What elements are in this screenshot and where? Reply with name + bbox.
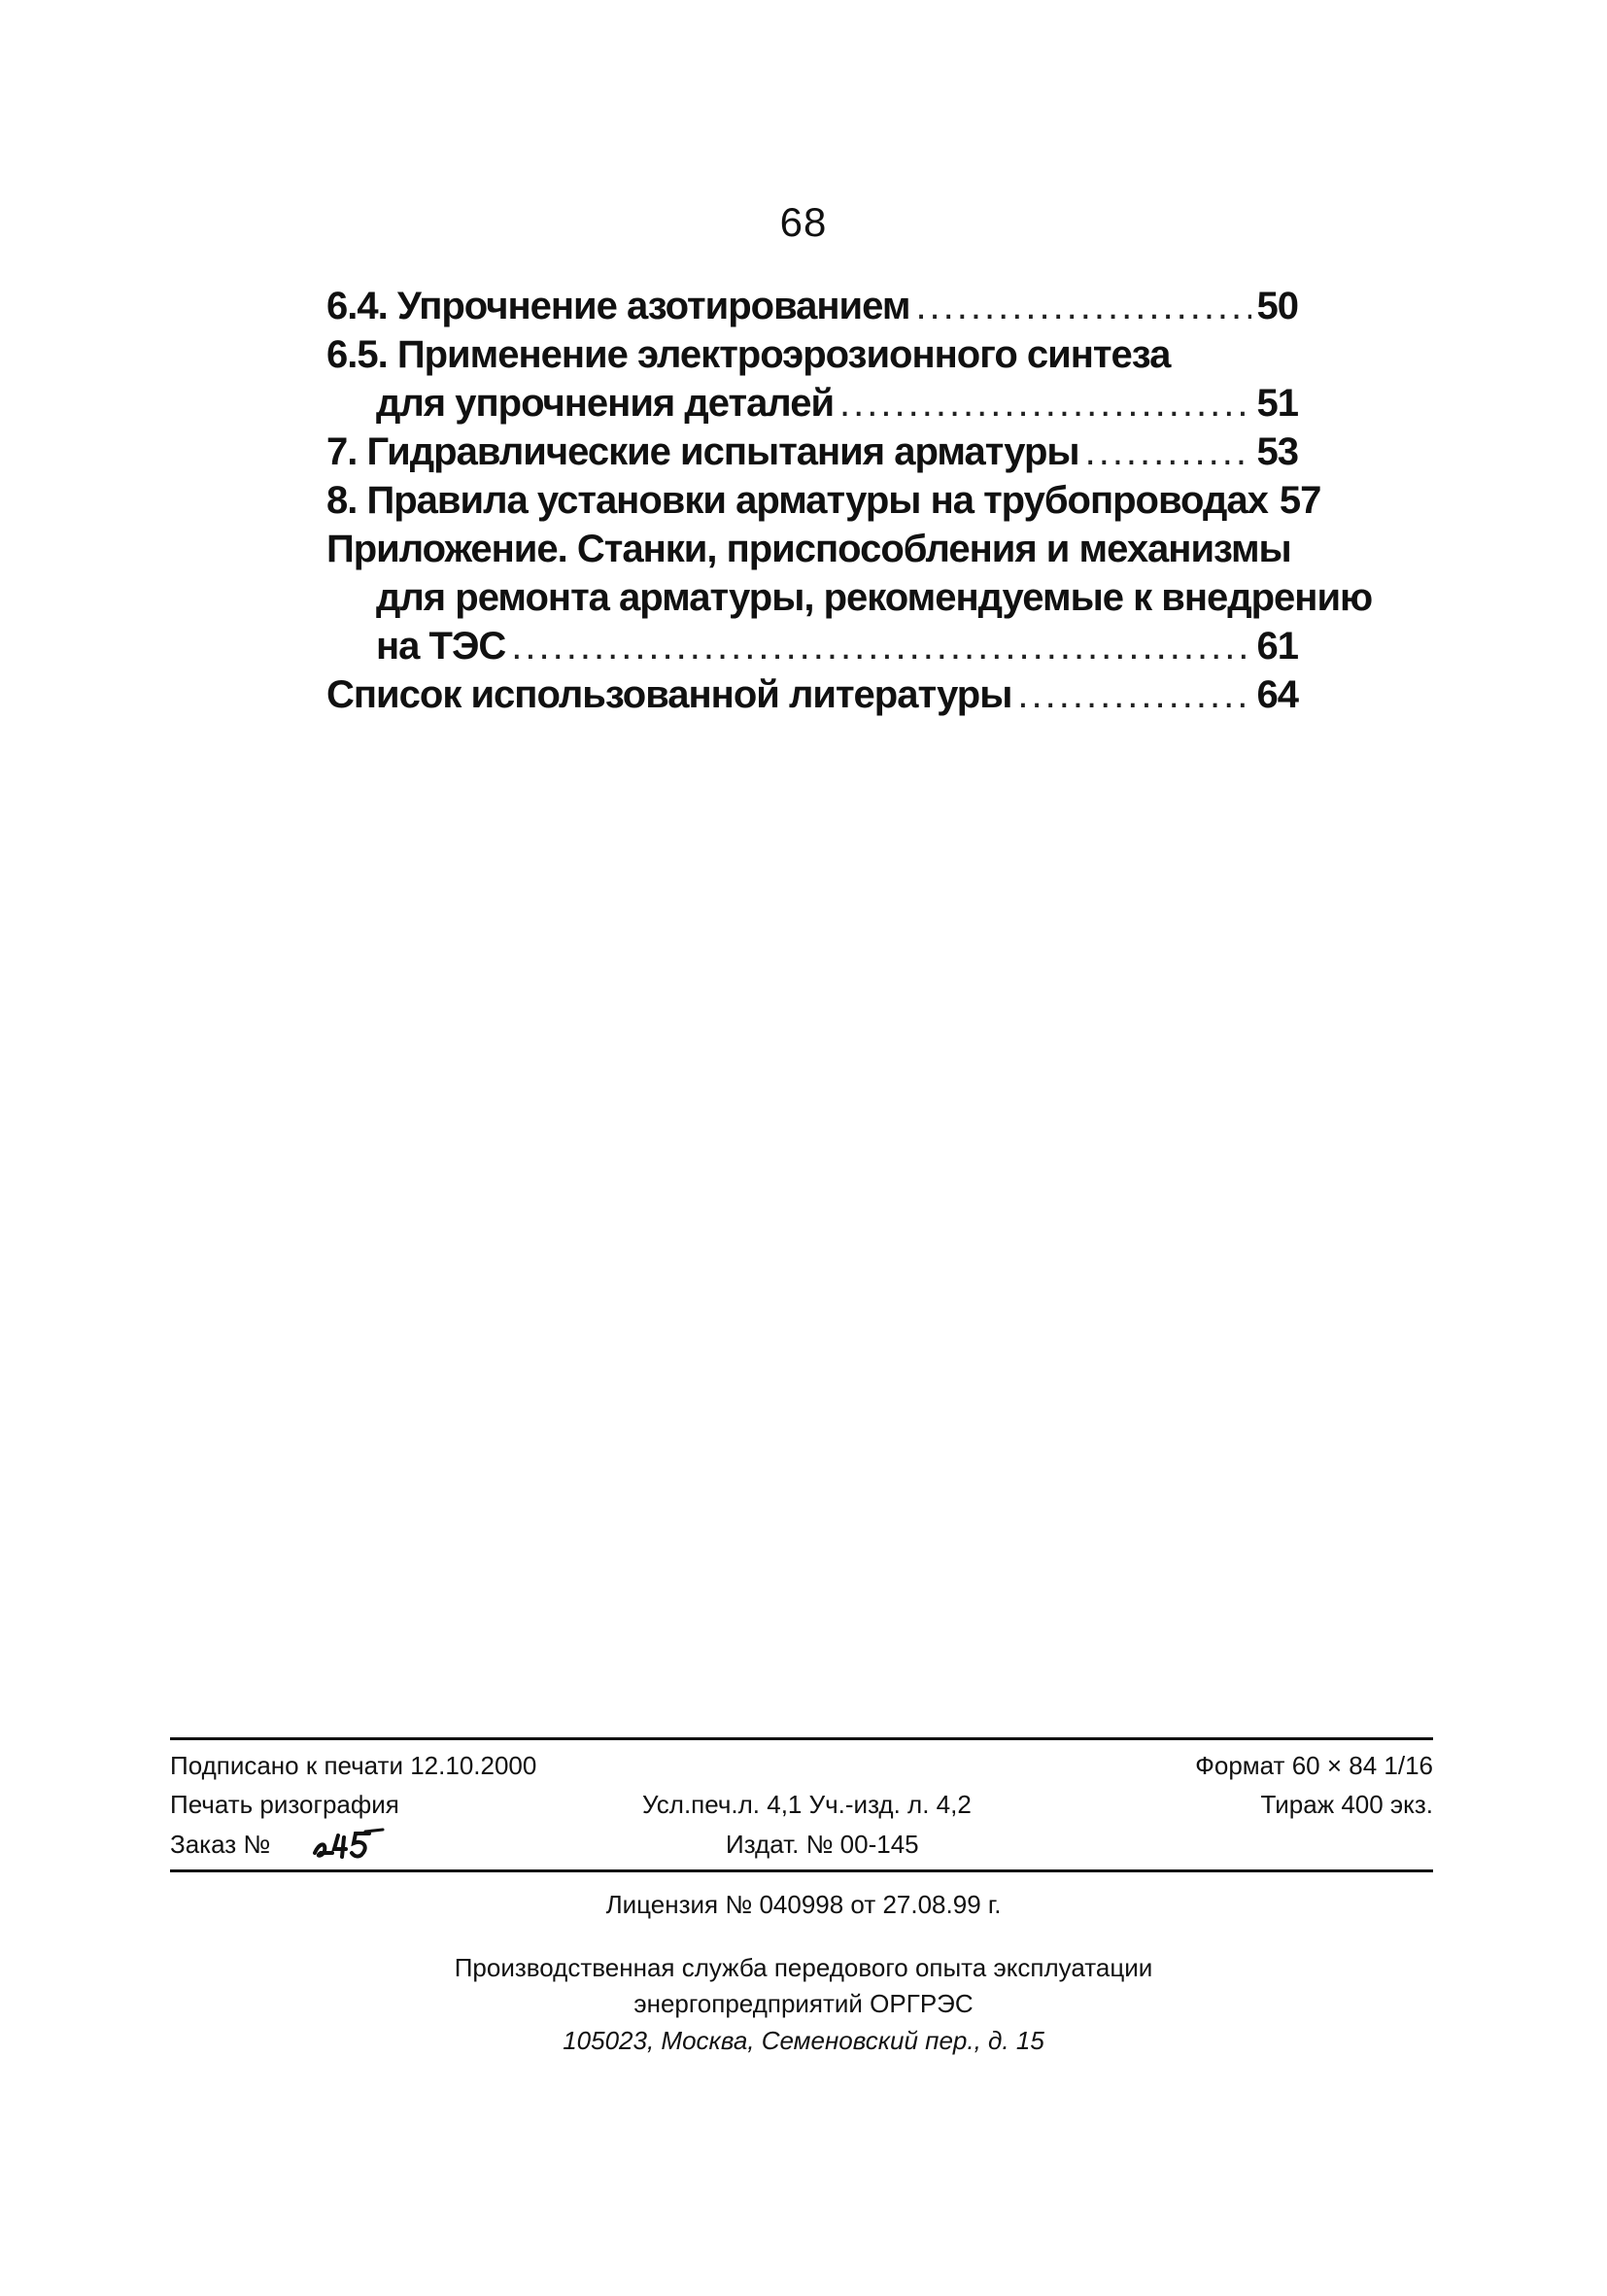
toc-entry-page: 61: [1256, 625, 1298, 668]
publisher-name-line2: энергопредприятий ОРГРЭС: [633, 1989, 974, 2018]
publisher-name-line1: Производственная служба передового опыта эксплуатации: [454, 1953, 1153, 1982]
toc-entry-references: [326, 670, 1298, 719]
toc-entry-appendix-line2: [326, 573, 1373, 622]
toc-entry-6-5-line1: [326, 330, 1298, 379]
dot-leader: [1017, 670, 1250, 719]
toc-entry-7: [326, 428, 1298, 476]
imprint-row-1: [170, 1751, 1433, 1790]
imprint-bottom-rule: [170, 1869, 1433, 1872]
toc-entry-page: 51: [1256, 382, 1298, 425]
toc-entry-title-continued: для упрочнения деталей: [376, 382, 835, 425]
printed-sheets: Усл.печ.л. 4,1 Уч.-изд. л. 4,2: [642, 1790, 972, 1819]
toc-entry-page: 53: [1256, 430, 1298, 473]
toc-entry-appendix-line1: [326, 525, 1298, 573]
dot-leader: [915, 282, 1250, 330]
paper-format: Формат 60 × 84 1/16: [1195, 1751, 1433, 1780]
toc-entry-page: 50: [1256, 285, 1298, 327]
toc-entry-title-continued: для ремонта арматуры, рекомендуемые к внедрению: [376, 576, 1373, 619]
toc-entry-title-continued: на ТЭС: [376, 625, 506, 668]
imprint-row-2: [170, 1790, 1433, 1829]
toc-entry-8: [326, 476, 1321, 525]
toc-entry-page: 57: [1279, 479, 1321, 522]
toc-entry-title: Приложение. Станки, приспособления и механизмы: [326, 528, 1291, 570]
page-number: 68: [779, 199, 828, 245]
dot-leader: [511, 622, 1250, 670]
signed-to-print: Подписано к печати 12.10.2000: [170, 1751, 537, 1780]
toc-entry-6-5-line2: [326, 379, 1298, 428]
print-run: Тираж 400 экз.: [1260, 1790, 1433, 1819]
publisher-number: Издат. № 00-145: [726, 1830, 919, 1859]
toc-entry-title: 6.5. Применение электроэрозионного синтеза: [326, 333, 1171, 376]
toc-entry-title: 6.4. Упрочнение азотированием: [326, 285, 910, 327]
publisher-address: 105023, Москва, Семеновский пер., д. 15: [563, 2026, 1044, 2055]
toc-entry-appendix-line3: [326, 622, 1298, 670]
order-label: Заказ №: [170, 1830, 271, 1859]
imprint-row-3: [170, 1830, 1433, 1868]
handwritten-order-number: [311, 1824, 389, 1863]
table-of-contents: [326, 282, 1373, 719]
toc-entry-page: 64: [1256, 673, 1298, 716]
dot-leader: [839, 379, 1250, 428]
toc-entry-title: 7. Гидравлические испытания арматуры: [326, 430, 1079, 473]
toc-entry-title: Список использованной литературы: [326, 673, 1012, 716]
dot-leader: [1085, 428, 1251, 476]
print-method: Печать ризография: [170, 1790, 399, 1819]
license: Лицензия № 040998 от 27.08.99 г.: [605, 1890, 1002, 1919]
toc-entry-6-4: [326, 282, 1298, 330]
toc-entry-title: 8. Правила установки арматуры на трубопроводах: [326, 479, 1268, 522]
imprint-top-rule: [170, 1737, 1433, 1740]
